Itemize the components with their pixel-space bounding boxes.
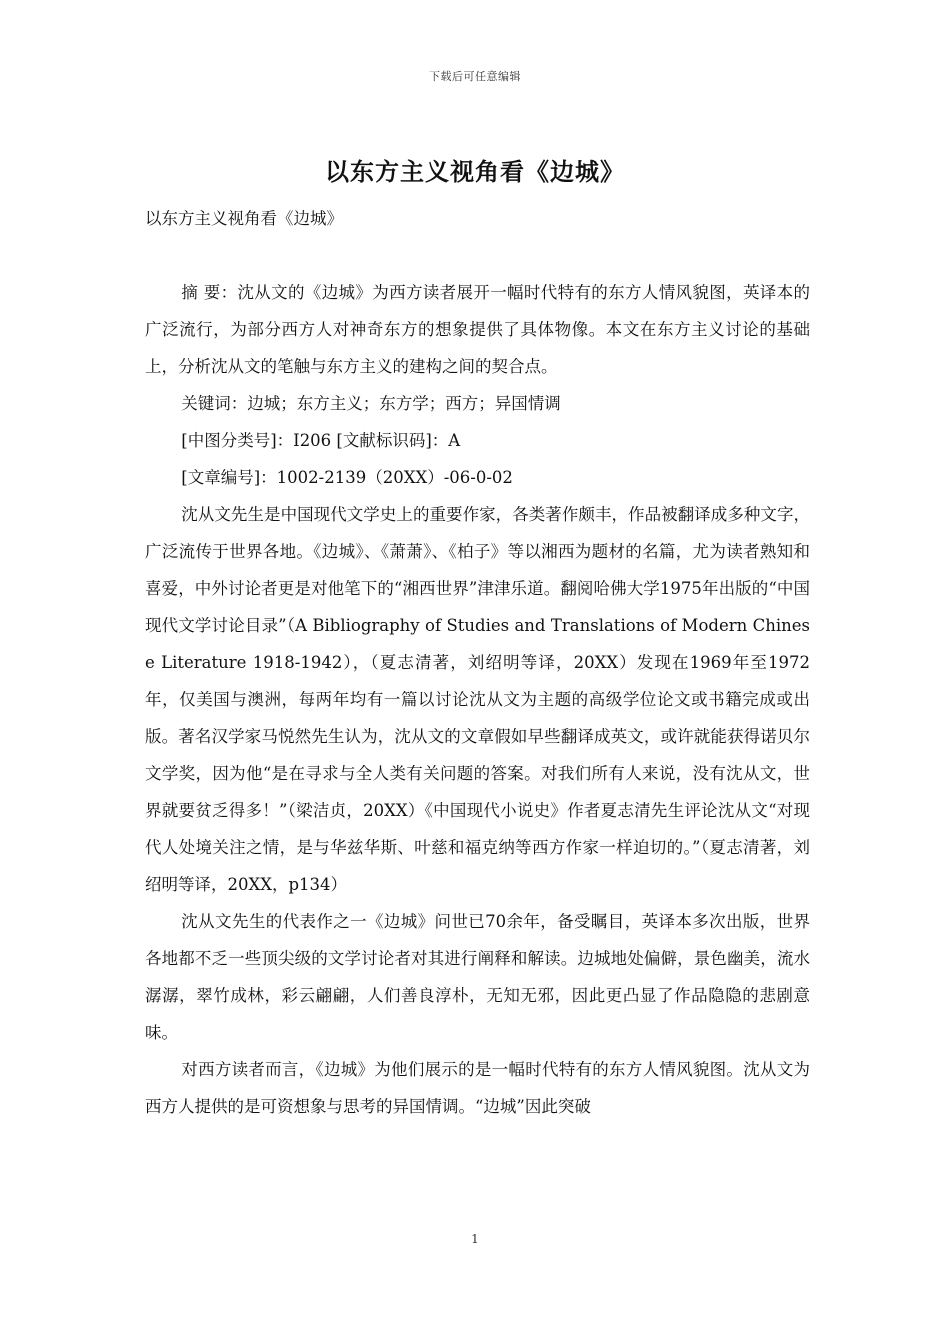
body-paragraph: 沈从文先生的代表作之一《边城》问世已70余年，备受瞩目，英译本多次出版，世界各地都不乏一些顶尖级的文学讨论者对其进行阐释和解读。边城地处偏僻，景色幽美，流水潺潺，翠竹成林，彩云翩翩，人们善良淳朴，无知无邪，因此更凸显了作品隐隐的悲剧意味。 [145, 912, 810, 1042]
abstract-paragraph: 摘 要：沈从文的《边城》为西方读者展开一幅时代特有的东方人情风貌图，英译本的广泛流行，为部分西方人对神奇东方的想象提供了具体物像。本文在东方主义讨论的基础上，分析沈从文的笔触与东方主义的建构之间的契合点。 [145, 283, 810, 376]
page-number: 1 [471, 1232, 479, 1246]
classification-line: [中图分类号]：I206 [文献标识码]：A [181, 431, 461, 450]
document-subtitle: 以东方主义视角看《边城》 [145, 209, 343, 228]
header-note: 下载后可任意编辑 [429, 70, 521, 83]
document-body [145, 200, 810, 1125]
document-title: 以东方主义视角看《边城》 [325, 157, 625, 186]
article-number-line: [文章编号]：1002-2139（20XX）-06-0-02 [181, 468, 513, 487]
body-paragraph: 对西方读者而言，《边城》为他们展示的是一幅时代特有的东方人情风貌图。沈从文为西方人提供的是可资想象与思考的异国情调。“边城”因此突破 [145, 1060, 810, 1116]
body-paragraph: 沈从文先生是中国现代文学史上的重要作家，各类著作颇丰，作品被翻译成多种文字，广泛流传于世界各地。《边城》、《萧萧》、《柏子》等以湘西为题材的名篇，尤为读者熟知和喜爱，中外讨论者更是对他笔下的“湘西世界”津津乐道。翻阅哈佛大学1975年出版的“中国现代文学讨论目录”（A Bibliography of Studies and Translations of Modern Chinese Literature 1918-1942），（夏志清著，刘绍明等译，20XX）发现在1969年至1972年，仅美国与澳洲，每两年均有一篇以讨论沈从文为主题的高级学位论文或书籍完成或出版。著名汉学家马悦然先生认为，沈从文的文章假如早些翻译成英文，或许就能获得诺贝尔文学奖，因为他“是在寻求与全人类有关问题的答案。对我们所有人来说，没有沈从文，世界就要贫乏得多！”（梁洁贞，20XX）《中国现代小说史》作者夏志清先生评论沈从文“对现代人处境关注之情，是与华兹华斯、叶慈和福克纳等西方作家一样迫切的。”（夏志清著，刘绍明等译，20XX，p134） [145, 505, 810, 894]
keywords-line: 关键词：边城；东方主义；东方学；西方；异国情调 [181, 394, 561, 413]
